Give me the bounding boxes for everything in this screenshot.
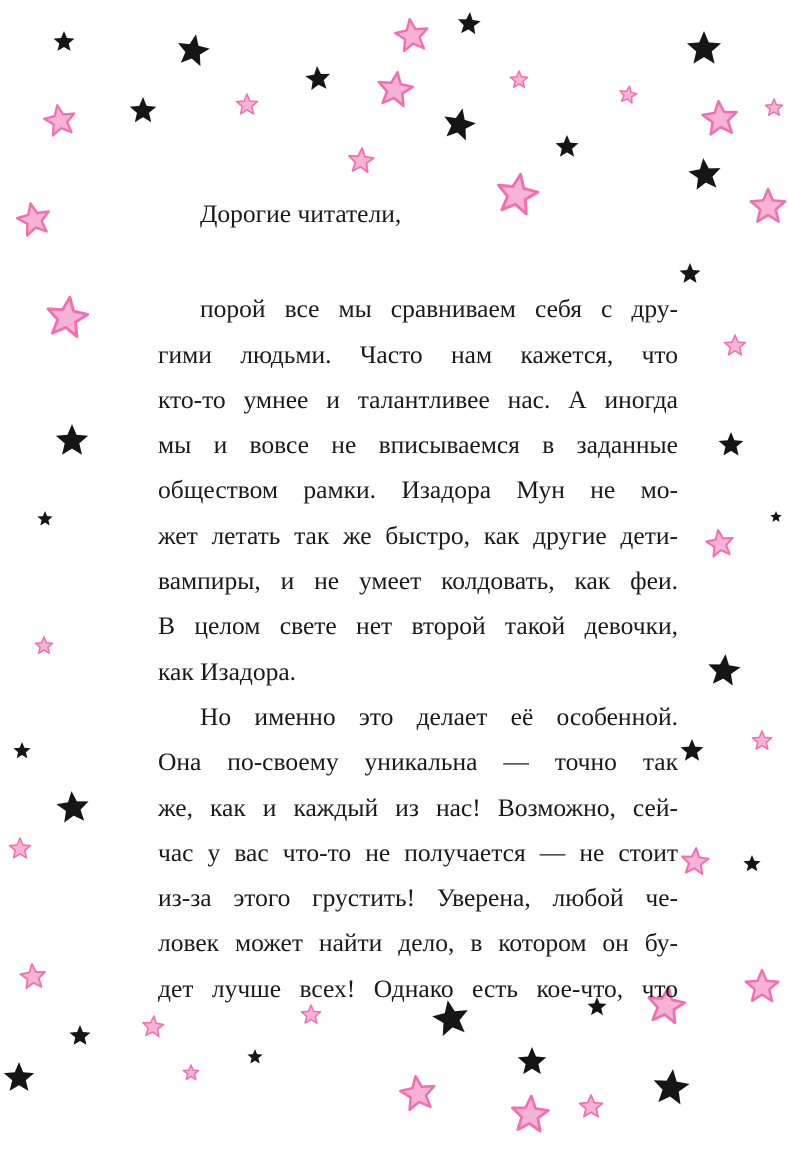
star-icon: [178, 34, 210, 66]
star-icon: [395, 19, 427, 51]
star-icon: [719, 432, 744, 456]
star-icon: [706, 530, 732, 556]
star-icon: [17, 203, 49, 235]
text-line: Она по-своему уникальна — точно так: [158, 747, 678, 777]
paragraph-2: [158, 694, 678, 1011]
star-icon: [687, 31, 721, 64]
star-icon: [4, 1062, 34, 1091]
star-icon: [751, 189, 785, 222]
star-icon: [725, 335, 746, 355]
text-line: кто-то умнее и талантливее нас. А иногда: [158, 384, 678, 414]
star-icon: [70, 1025, 91, 1045]
letter-text: [158, 191, 678, 1011]
star-icon: [183, 1065, 198, 1080]
star-icon: [247, 1049, 262, 1064]
star-icon: [13, 742, 30, 758]
star-icon: [130, 97, 157, 122]
star-icon: [400, 1076, 434, 1110]
star-icon: [143, 1016, 164, 1036]
greeting: Дорогие читатели,: [200, 199, 402, 228]
star-icon: [10, 838, 31, 858]
text-line: же, как и каждый из нас! Возможно, сей-: [158, 792, 678, 822]
text-line: вампиры, и не умеет колдовать, как феи.: [158, 566, 678, 596]
star-icon: [580, 1095, 603, 1117]
star-icon: [703, 101, 737, 134]
star-icon: [305, 66, 330, 90]
text-line: Но именно это делает её особенной.: [200, 701, 678, 731]
star-icon: [444, 108, 476, 140]
text-line: мы и вовсе не вписываемся в заданные: [158, 430, 678, 460]
text-line: жет летать так же быстро, как другие дети-: [158, 520, 678, 550]
star-icon: [765, 99, 782, 115]
star-icon: [20, 964, 45, 988]
text-line: обществом рамки. Изадора Мун не мо-: [158, 475, 678, 505]
star-icon: [680, 263, 701, 283]
star-icon: [654, 1069, 690, 1104]
star-icon: [518, 1047, 547, 1074]
star-icon: [379, 72, 413, 106]
text-line: гими людьми. Часто нам кажется, что: [158, 339, 678, 369]
star-icon: [682, 848, 709, 874]
star-icon: [512, 1096, 548, 1131]
star-icon: [753, 731, 772, 749]
star-icon: [349, 148, 374, 172]
text-line: порой все мы сравниваем себя с дру-: [200, 294, 678, 324]
star-icon: [54, 31, 75, 51]
star-icon: [37, 511, 52, 526]
star-icon: [510, 71, 527, 87]
star-icon: [620, 86, 637, 103]
text-line: как Изадора.: [158, 656, 297, 686]
star-icon: [746, 970, 778, 1001]
star-icon: [556, 135, 579, 157]
star-icon: [56, 791, 88, 823]
star-icon: [56, 424, 88, 455]
star-icon: [708, 654, 740, 686]
text-line: В целом свете нет второй такой девочки,: [158, 611, 678, 641]
star-icon: [35, 637, 52, 653]
star-icon: [48, 297, 88, 336]
star-icon: [743, 855, 760, 871]
text-line: из-за этого грустить! Уверена, любой че-: [158, 883, 678, 913]
text-line: дет лучше всех! Однако есть кое-что, что: [158, 973, 678, 1003]
star-icon: [681, 739, 704, 761]
text-line: час у вас что-то не получается — не стоит: [158, 837, 678, 867]
star-icon: [237, 94, 258, 114]
paragraph-1: [158, 286, 678, 694]
star-icon: [688, 158, 720, 190]
text-line: ловек может найти дело, в котором он бу-: [158, 928, 678, 958]
star-icon: [458, 12, 481, 34]
star-icon: [770, 511, 781, 522]
star-icon: [44, 105, 74, 135]
